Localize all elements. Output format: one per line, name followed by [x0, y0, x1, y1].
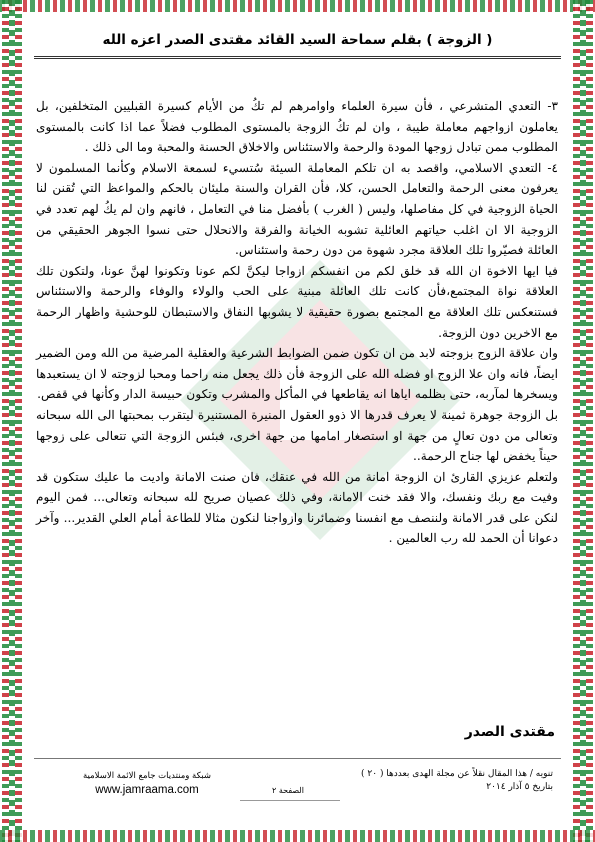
source-note: [323, 768, 553, 794]
source-note-date: بتاريخ ٥ آذار ٢٠١٤: [486, 782, 553, 792]
article-paragraph: ٤- التعدي الاسلامي، واقصد به ان تلكم المعاملة السيئة سُتسيء لسمعة الاسلام وكأنما المسلمون لا يعرفون معنى الرحمة والتعامل الحسن، كلا، فأن القران والسنة مليئان بالحكم والمواعظ التي تُقنن لنا الحياة الزوجية في كل مفاصلها، وليس ( الغرب ) بأفضل منا في التعامل ، فانهم وان لم يكُ لهم تعدد في الزوجية الا ان اغلب حياتهم العائلية تشوبه الخيانة والفرقة والانحلال حتى نسوا الجوهر الحقيقي من العائلة فصيّروا تلك العلاقة مجرد شهوة من دون رحمة واستئناس.: [36, 160, 558, 258]
decorative-border-bottom: [0, 830, 595, 842]
article-paragraph: ولتعلم عزيزي القارئ ان الزوجة امانة من الله في عنقك، فان صنت الامانة واديت ما عليك ستكون قد وفيت مع ربك ونفسك، والا فقد خنت الامانة، وفي ذلك عصيان صريح لله سبحانه وتعالى... فمن اليوم لنكن على قدر الامانة ولننصف مع انفسنا وضمائرنا وازواجنا لنكون مثالا للطاعة أمام العلي القدير... وآخر دعوانا أن الحمد لله رب العالمين .: [36, 469, 558, 546]
article-paragraph: بل الزوجة جوهرة ثمينة لا يعرف قدرها الا ذوو العقول المنيرة المستنيرة ليتقرب بمحبتها الى الله سبحانه وتعالى من دون تعالٍ من جهة او استصغار امامها من جهة اخرى، فبئس الزوجة التي تتعالى على زوجها حيناً يخفض لها جناح الرحمة..: [36, 407, 558, 464]
decorative-border-right: [573, 0, 593, 842]
source-note-line: تنويه / هذا المقال نقلاً عن مجلة الهدى بعددها ( ٢٠ ): [361, 769, 553, 779]
decorative-border-top: [0, 0, 595, 12]
website-link[interactable]: www.jamraama.com: [95, 784, 199, 796]
decorative-border-left: [2, 0, 22, 842]
article-body: [36, 96, 558, 549]
article-paragraph: فيا ايها الاخوة ان الله قد خلق لكم من انفسكم ازواجا ليكنَّ لكم عونا وتكونوا لهنَّ عونا، ولتكون تلك العلاقة نواة المجتمع،فأن كانت تلك العائلة مبنية على الحب والولاء والوفاء والرحمة والاستئناس فستنعكس تلك العلاقة مع المجتمع بصورة حقيقية لا يشوبها النفاق والاستبطان للوحشية واظهار الرحمة مع الاخرين دون الزوجة.: [36, 263, 558, 340]
footer-divider: [34, 758, 561, 759]
article-paragraph: ٣- التعدي المتشرعي ، فأن سيرة العلماء واوامرهم لم تكُ من الأيام كسيرة القبليين المتخلفين، بل يعاملون ازواجهم معاملة طيبة ، وان لم تكُ الزوجة بالمستوى المطلوب فضلاً عما اذا كانت بالمستوى المطلوب ممن تبادل زوجها المودة والرحمة والاستئناس والاخلاق الحسنة والمحبة وما الى ذلك .: [36, 99, 558, 155]
page-number: الصفحة ٢: [272, 786, 304, 795]
article-paragraph: وان علاقة الزوج بزوجته لابد من ان تكون ضمن الضوابط الشرعية والعقلية المرضية من الله ومن الضمير ايضاً، فانه وان علا الزوج او فضله الله على الزوجة فأن ذلك يجعل منه راحما ومحبا لزوجته لا ان يستعبدها ويسخرها لمآربه، حتى بظلمه اياها انه يقاطعها في المأكل والمشرب وتكون حبيسة الدار وكأنها في قفص.: [36, 346, 558, 402]
author-signature: مقتدى الصدر: [464, 724, 555, 740]
header-divider: [34, 56, 561, 59]
page-title: ( الزوجة ) بقلم سماحة السيد القائد مقتدى الصدر اعزه الله: [102, 32, 493, 48]
network-name: شبكة ومنتديات جامع الائمة الاسلامية: [83, 771, 211, 781]
page-number-underline: [240, 800, 340, 801]
